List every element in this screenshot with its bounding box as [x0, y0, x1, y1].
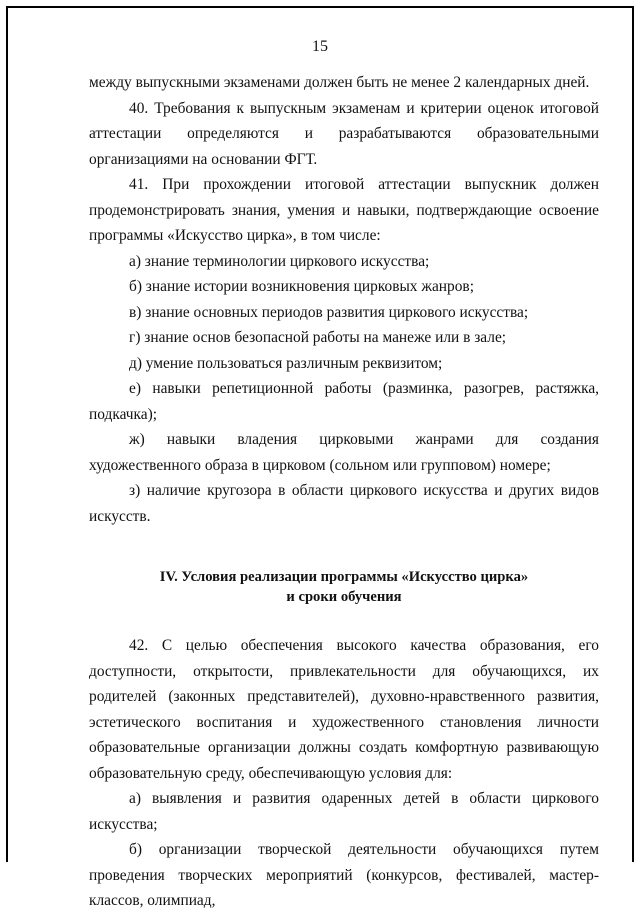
section-41-block [89, 70, 599, 529]
paragraph-p-42: 42. С целью обеспечения высокого качества образования, его доступности, открытости, привлекательности для обучающихся, их родителей (законных представителей), духовно-нравственного развития, эстетического воспитания и художественного становления личности образовательные организации должны создать комфортную развивающую образовательную среду, обеспечивающую условия для: [89, 637, 599, 782]
paragraph-p-41e: д) умение пользоваться различным реквизитом; [129, 354, 443, 372]
scan-border-left [6, 6, 8, 862]
paragraph-p-40: 40. Требования к выпускным экзаменам и критерии оценок итоговой аттестации определяются и разрабатываются образовательными организациями на основании ФГТ. [89, 99, 599, 168]
paragraph-p-41g: ж) навыки владения цирковыми жанрами для создания художественного образа в цирковом (сольном или групповом) номере; [89, 431, 599, 474]
paragraph-p-41c: в) знание основных периодов развития циркового искусства; [129, 303, 529, 321]
scan-border-right [632, 6, 634, 862]
paragraph-p-41a: а) знание терминологии циркового искусства; [129, 252, 430, 270]
section-heading-line-2: и сроки обучения [286, 589, 402, 605]
section-42-block [89, 633, 599, 914]
paragraph-p-41b: б) знание истории возникновения цирковых жанров; [129, 278, 474, 295]
paragraph-p-41f: е) навыки репетиционной работы (разминка, разогрев, растяжка, подкачка); [89, 380, 599, 423]
paragraph-p-cont: между выпускными экзаменами должен быть не менее 2 календарных дней. [89, 74, 590, 91]
paragraph-p-41: 41. При прохождении итоговой аттестации выпускник должен продемонстрировать знания, умения и навыки, подтверждающие освоение программы «Искусство цирка», в том числе: [89, 176, 599, 244]
scan-border-top [6, 6, 634, 8]
section-heading [89, 567, 599, 607]
page-number: 15 [312, 38, 328, 55]
section-heading-line-1: IV. Условия реализации программы «Искусство цирка» [159, 569, 529, 585]
paragraph-p-41d: г) знание основ безопасной работы на манеже или в зале; [129, 329, 507, 346]
document-body [89, 70, 599, 914]
paragraph-p-42a: а) выявления и развития одаренных детей в области циркового искусства; [89, 790, 599, 833]
paragraph-p-41h: з) наличие кругозора в области циркового искусства и других видов искусств. [89, 482, 599, 525]
paragraph-p-42b: б) организации творческой деятельности обучающихся путем проведения творческих мероприятий (конкурсов, фестивалей, мастер-классов, олимпиад, [89, 841, 599, 909]
